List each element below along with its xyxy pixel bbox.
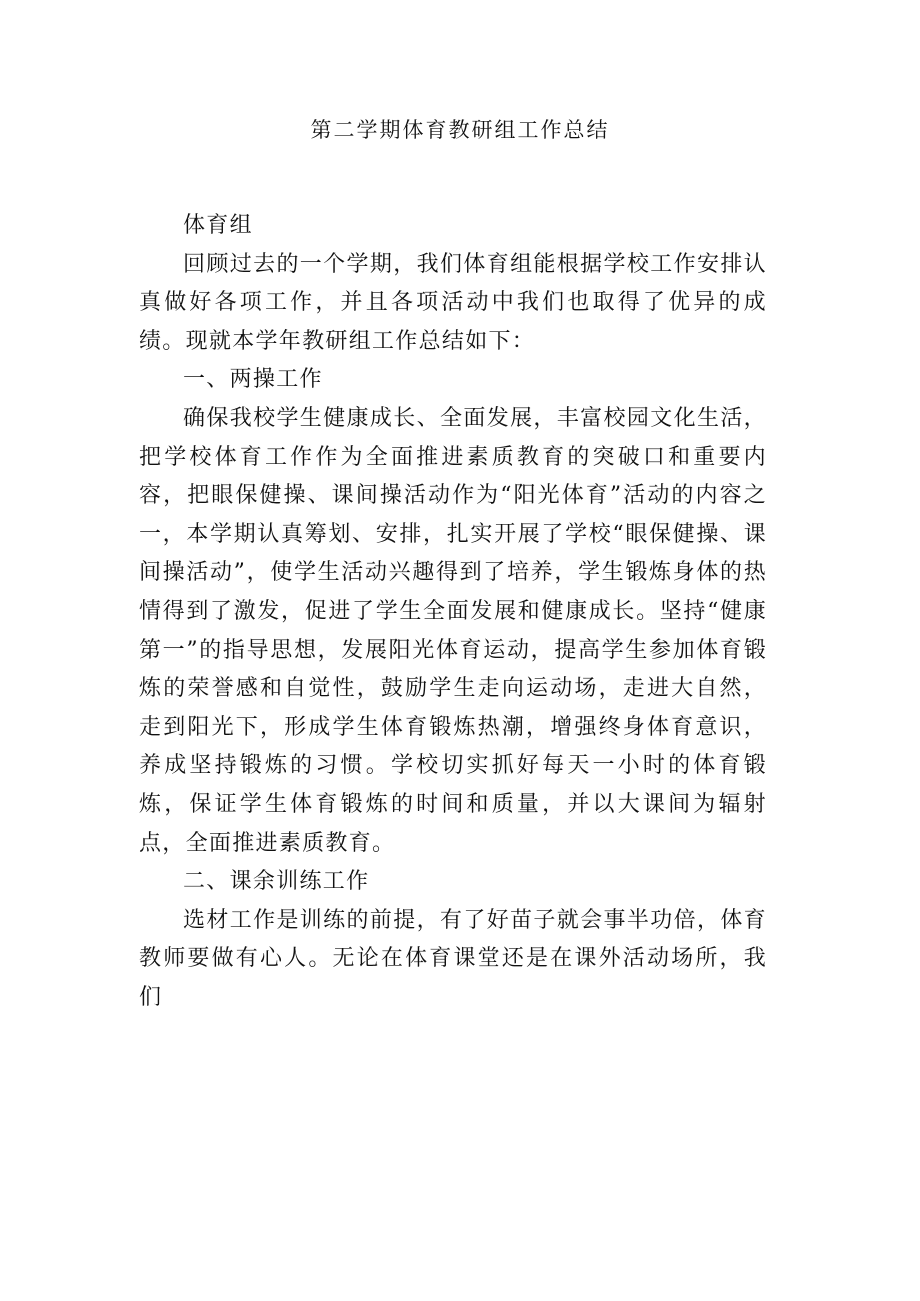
author-line: 体育组 [183,213,253,238]
document-title: 第二学期体育教研组工作总结 [310,118,610,142]
section-1-heading: 一、两操工作 [183,367,323,393]
section-2-paragraph: 选材工作是训练的前提，有了好苗子就会事半功倍，体育教师要做有心人。无论在体育课堂还是在课外活动场所，我们 [139,907,767,1010]
document-body [139,207,767,1017]
section-1-paragraph: 确保我校学生健康成长、全面发展，丰富校园文化生活，把学校体育工作作为全面推进素质教育的突破口和重要内容，把眼保健操、课间操活动作为“阳光体育”活动的内容之一，本学期认真筹划、安排，扎实开展了学校“眼保健操、课间操活动”，使学生活动兴趣得到了培养，学生锻炼身体的热情得到了激发，促进了学生全面发展和健康成长。坚持“健康第一”的指导思想，发展阳光体育运动，提高学生参加体育锻炼的荣誉感和自觉性，鼓励学生走向运动场，走进大自然，走到阳光下，形成学生体育锻炼热潮，增强终身体育意识，养成坚持锻炼的习惯。学校切实抓好每天一小时的体育锻炼，保证学生体育锻炼的时间和质量，并以大课间为辐射点，全面推进素质教育。 [139,405,767,856]
section-2-heading: 二、课余训练工作 [183,869,370,895]
intro-paragraph: 回顾过去的一个学期，我们体育组能根据学校工作安排认真做好各项工作，并且各项活动中我们也取得了优异的成绩。现就本学年教研组工作总结如下： [139,251,767,354]
